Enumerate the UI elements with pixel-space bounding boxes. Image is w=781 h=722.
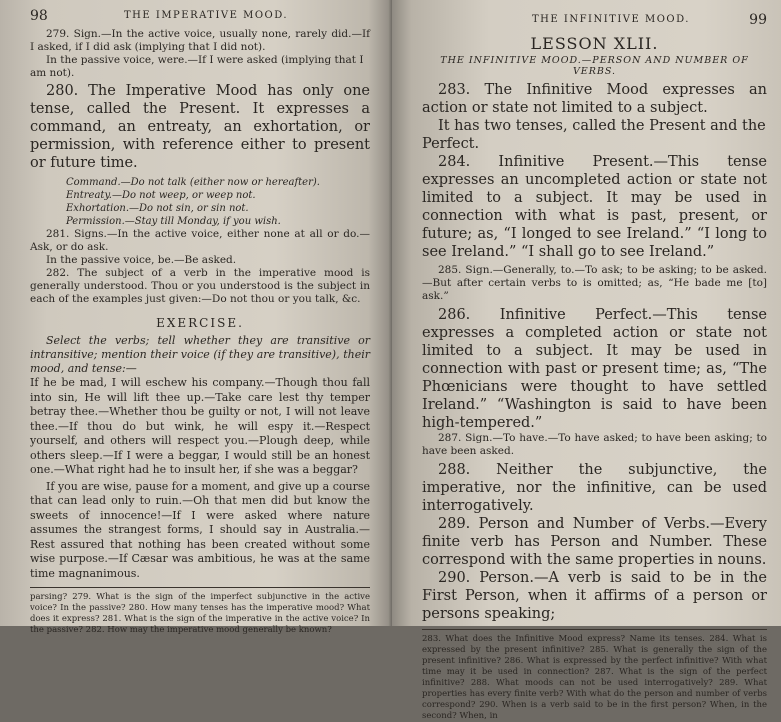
right-footnote-questions: 283. What does the Infinitive Mood express? Name its tenses. 284. What is expressed by the present infinitive? 285. What is generally the sign of the present infinitive? 286. What is expressed by the perfect infinitive? With what time may it be used in connection? 287. What is the sign of the perfect infinitive? 288. What moods can not be used interrogatively? 289. What properties has every finite verb? With what do the person and number of verbs correspond? 290. When is a verb said to be in the first person? When, in the second? When, in [422,634,767,721]
lesson-subtitle: THE INFINITIVE MOOD.—PERSON AND NUMBER OF VERBS. [440,55,749,77]
paragraph-283-tenses: It has two tenses, called the Present and the Perfect. [422,118,766,152]
imperative-examples [30,176,370,228]
left-page [0,0,392,635]
paragraph-281-passive: In the passive voice, be.—Be asked. [46,254,237,266]
paragraph-281: 281. Signs.—In the active voice, either none at all or do.—Ask, or do ask. [30,228,370,253]
left-page-number: 98 [30,8,48,24]
paragraph-288: 288. Neither the subjunctive, the imperative, nor the infinitive, can be used interrogatively. [422,462,767,514]
exercise-text-1: If he be mad, I will eschew his company.—Though thou fall into sin, He will lift thee up.—Take care lest thy temper betray thee.—Whether thou be guilty or not, I will not leave thee.—If thou do but wink, he will espy it.—Respect yourself, and others will respect you.—Plough deep, while others sleep.—If I were a beggar, I would still be an honest one.—What right had he to insult her, if she was a beggar? [30,376,370,476]
paragraph-282: 282. The subject of a verb in the imperative mood is generally understood. Thou or you understood is the subject in each of the examples just given:—Do not thou or you talk, &c. [30,267,370,305]
example-permission: Permission.—Stay till Monday, if you wish. [66,216,281,227]
lesson-title: LESSON XLII. [530,34,659,53]
paragraph-286: 286. Infinitive Perfect.—This tense expresses a completed action or state not limited to a subject. It may be used in connection with past or present time; as, “The Phœnicians were thought to have settled Ireland.” “Washington is said to have been high-tempered.” [422,307,767,431]
right-running-head-title: THE INFINITIVE MOOD. [532,14,690,25]
paragraph-279-passive: In the passive voice, were.—If I were asked (implying that I am not). [30,54,364,79]
exercise-text-2: If you are wise, pause for a moment, and give up a course that can lead only to ruin.—Oh that men did but know the sweets of innocence!—If I were asked where nature assumes the strangest forms, I should say in Australia.—Rest assured that nothing has been created without some wise purpose.—If Cæsar was ambitious, he was at the same time magnanimous. [30,479,370,580]
example-entreaty: Entreaty.—Do not weep, or weep not. [66,190,256,201]
exercise-instructions: Select the verbs; tell whether they are transitive or intransitive; mention their voice (if they are transitive), their mood, and tense:— [30,334,370,375]
paragraph-287: 287. Sign.—To have.—To have asked; to have been asking; to have been asked. [422,432,767,457]
paragraph-284: 284. Infinitive Present.—This tense expresses an uncompleted action or state not limited to a subject. It may be used in connection with what is past, present, or future; as, “I longed to see Ireland.” “I long to see Ireland.” “I shall go to see Ireland.” [422,154,767,260]
paragraph-280: 280. The Imperative Mood has only one tense, called the Present. It expresses a command, an entreaty, an exhortation, or permission, with reference either to present or future time. [30,83,370,171]
exercise-heading: EXERCISE. [156,316,244,330]
paragraph-283: 283. The Infinitive Mood expresses an action or state not limited to a subject. [422,82,767,116]
example-command: Command.—Do not talk (either now or hereafter). [66,177,320,188]
left-running-head-title: THE IMPERATIVE MOOD. [124,10,289,21]
paragraph-285: 285. Sign.—Generally, to.—To ask; to be asking; to be asked.—But after certain verbs to is omitted; as, “He bade me [to] ask.” [422,264,767,302]
right-page [392,0,781,721]
left-footnote-questions: parsing? 279. What is the sign of the imperfect subjunctive in the active voice? In the passive? 280. How many tenses has the imperative mood? What does it express? 281. What is the sign of the imperative in the active voice? In the passive? 282. How may the imperative mood generally be known? [30,592,370,635]
right-page-number: 99 [749,12,767,28]
right-footnote-rule [422,629,767,630]
paragraph-289: 289. Person and Number of Verbs.—Every finite verb has Person and Number. These correspond with the same properties in nouns. [422,516,767,568]
footnote-rule [30,587,370,588]
example-exhortation: Exhortation.—Do not sin, or sin not. [66,203,249,214]
paragraph-279: 279. Sign.—In the active voice, usually none, rarely did.—If I asked, if I did ask (implying that I did not). [30,28,370,53]
left-running-head [30,10,370,28]
right-running-head [422,14,767,32]
paragraph-290: 290. Person.—A verb is said to be in the First Person, when it affirms of a person or persons speaking; [422,570,767,622]
